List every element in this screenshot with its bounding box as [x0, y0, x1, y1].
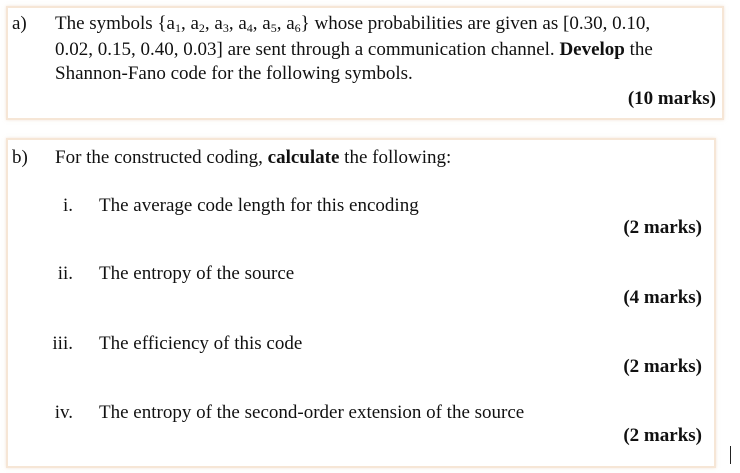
item-iii-text: The efficiency of this code: [99, 333, 303, 354]
item-i-numeral: i.: [62, 195, 73, 216]
item-ii-text: The entropy of the source: [99, 263, 295, 284]
text-cursor: [730, 446, 731, 464]
item-iv-numeral: iv.: [54, 402, 73, 423]
item-iii-marks: (2 marks): [623, 356, 702, 377]
question-a-line-1: The symbols {$a_1$, $a_2$, $a_3$, $a_4$, $a_5$, $a_6$} whose probabilities are given as [0.30, 0.10,: [55, 13, 651, 35]
calculate-keyword: calculate: [267, 147, 340, 168]
item-ii-numeral: ii.: [57, 263, 73, 284]
question-b-label: b): [12, 147, 28, 168]
item-ii-marks: (4 marks): [623, 287, 702, 308]
develop-keyword: Develop: [559, 39, 625, 60]
item-iii-numeral: iii.: [52, 333, 73, 354]
item-i-marks: (2 marks): [623, 217, 702, 238]
question-a-line-3: Shannon-Fano code for the following symbols.: [55, 63, 413, 84]
item-iv-marks: (2 marks): [623, 425, 702, 446]
question-a-marks: (10 marks): [627, 88, 716, 109]
item-i-text: The average code length for this encoding: [99, 195, 419, 216]
question-a-label: a): [12, 13, 27, 34]
question-a-line-2: 0.02, 0.15, 0.40, 0.03] are sent through a communication channel. Develop the: [55, 39, 653, 60]
question-b-intro: For the constructed coding, calculate the following:: [55, 147, 452, 168]
item-iv-text: The entropy of the second-order extension of the source: [99, 402, 525, 423]
